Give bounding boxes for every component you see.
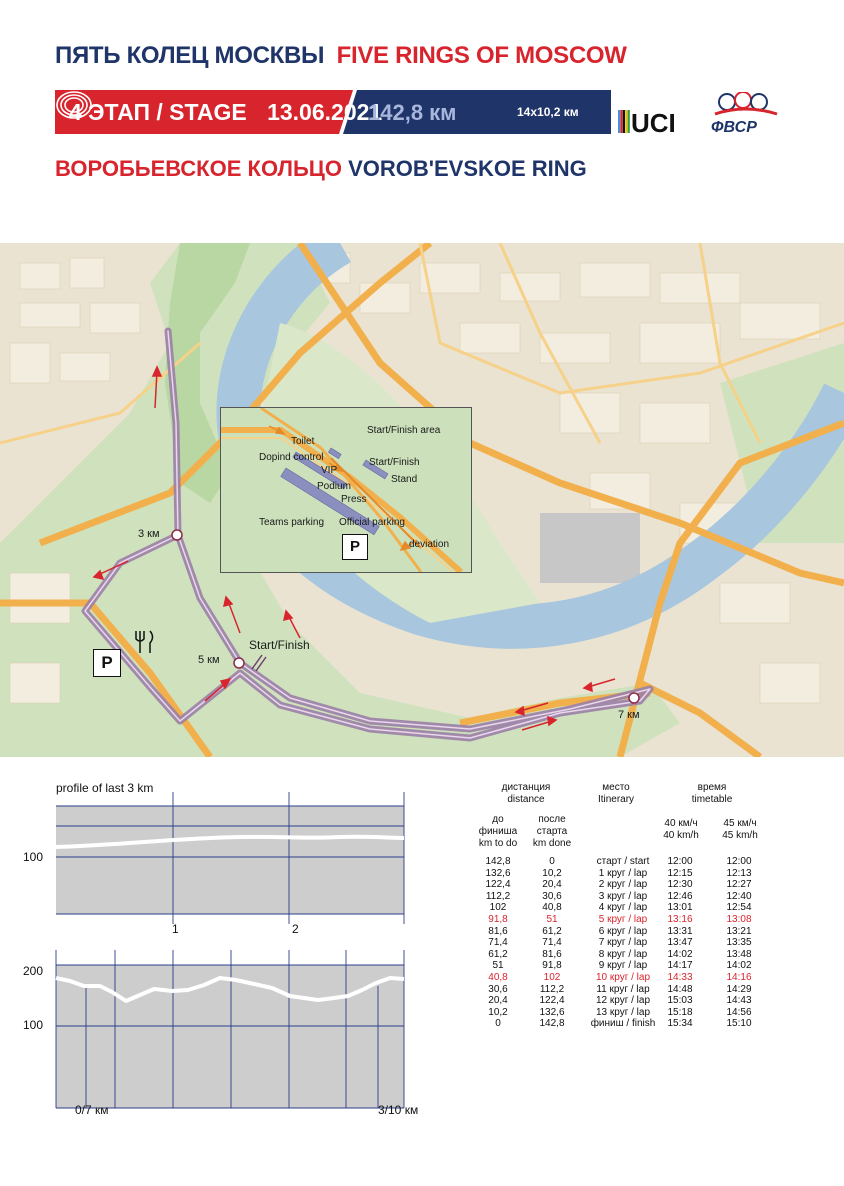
place-cell: 12 круг / lap: [595, 995, 651, 1007]
time-40-cell: 15:34: [667, 1018, 693, 1030]
km-label-3: 3 км: [138, 528, 160, 540]
place-cell: 13 круг / lap: [595, 1006, 651, 1018]
km-done-cell: 0: [549, 856, 555, 867]
start-area-inset: [220, 407, 472, 573]
lap-dimensions: 14x10,2 км: [517, 105, 579, 119]
km-to-do-cell: 132,6: [485, 867, 511, 879]
ring-name-ru: ВОРОБЬЕВСКОЕ КОЛЬЦО: [55, 156, 342, 181]
place-cell: старт / start: [596, 856, 650, 867]
time-40-cell: 15:03: [667, 995, 693, 1007]
place-cell: 9 круг / lap: [598, 960, 648, 972]
stage-number: 4 ЭТАП / STAGE: [69, 99, 247, 125]
time-45-cell: 12:54: [726, 902, 752, 914]
top-x-tick-1: 1: [172, 922, 179, 936]
time-45-cell: 13:48: [726, 948, 752, 960]
top-x-tick-2: 2: [292, 922, 299, 936]
km-to-do-cell: 20,4: [488, 995, 508, 1007]
time-40-cell: 14:33: [667, 972, 693, 983]
uci-logo-graphic: [618, 108, 690, 136]
km-done-cell: 122,4: [539, 995, 565, 1007]
time-45-cell: 12:00: [726, 856, 752, 867]
inset-label-press: Press: [341, 494, 367, 505]
timetable-row: [478, 879, 778, 890]
time-40-cell: 12:00: [667, 856, 693, 867]
time-40-cell: 12:30: [667, 879, 693, 891]
km-done-cell: 91,8: [542, 960, 562, 972]
inset-label-start-finish: Start/Finish: [369, 457, 420, 468]
time-45-cell: 13:35: [726, 937, 752, 949]
km-to-do-cell: 91,8: [488, 914, 508, 925]
timetable-row: [478, 972, 778, 983]
page-title: [55, 42, 627, 70]
timetable-row: [478, 868, 778, 879]
ring-name: [55, 156, 587, 182]
fvsr-text: ФВСР: [711, 119, 757, 136]
km-to-do-cell: 81,6: [488, 925, 508, 937]
km-done-cell: 10,2: [542, 867, 562, 879]
time-45-cell: 15:10: [726, 1018, 752, 1030]
time-40-cell: 13:01: [667, 902, 693, 914]
bottom-y-label-100: 100: [23, 1018, 44, 1032]
km-to-do-cell: 71,4: [488, 937, 508, 949]
inset-label-start-finish-area: Start/Finish area: [367, 425, 441, 436]
inset-parking-sign: P: [342, 534, 368, 560]
bottom-y-label-200: 200: [23, 964, 44, 978]
km-to-do-cell: 112,2: [485, 890, 511, 902]
top-y-label: 100: [23, 850, 44, 864]
km-done-cell: 102: [543, 972, 561, 983]
time-45-cell: 14:56: [726, 1006, 752, 1018]
time-45-cell: 14:43: [726, 995, 752, 1007]
inset-label-podium: Podium: [317, 481, 351, 492]
header-distance: дистанция distance: [501, 782, 551, 805]
km-label-7: 7 км: [618, 709, 640, 721]
inset-label-toilet: Toilet: [291, 436, 315, 447]
place-cell: 4 круг / lap: [598, 902, 648, 914]
place-cell: 2 круг / lap: [598, 879, 648, 891]
time-40-cell: 15:18: [667, 1006, 693, 1018]
km-done-cell: 132,6: [539, 1006, 565, 1018]
inset-label-doping: Dopind control: [259, 452, 324, 463]
uci-text: UCI: [631, 108, 676, 136]
time-40-cell: 13:16: [667, 914, 693, 925]
fvsr-logo: [705, 92, 785, 143]
place-cell: 7 круг / lap: [598, 937, 648, 949]
time-45-cell: 14:16: [726, 972, 752, 983]
timetable-row: [478, 856, 778, 867]
time-45-cell: 13:08: [726, 914, 752, 925]
header-time: время timetable: [691, 782, 733, 805]
km-done-cell: 20,4: [542, 879, 562, 891]
km-marker-5: [234, 658, 244, 668]
profile-charts: [0, 790, 460, 1140]
inset-label-stand: Stand: [391, 474, 418, 485]
ring-name-en: VOROB'EVSKOE RING: [348, 156, 587, 181]
place-cell: 3 круг / lap: [598, 890, 648, 902]
timetable-row: [478, 914, 778, 925]
place-cell: 1 круг / lap: [598, 867, 648, 879]
km-marker-7: [629, 693, 639, 703]
km-to-do-cell: 102: [489, 902, 507, 914]
time-45-cell: 12:13: [726, 867, 752, 879]
timetable-row: [478, 902, 778, 913]
uci-logo: [618, 108, 690, 141]
stage-date: 13.06.2021: [267, 99, 383, 125]
stage-distance: 142,8 км: [368, 100, 457, 125]
timetable-row: [478, 937, 778, 948]
timetable-row: [478, 1007, 778, 1018]
km-label-5: 5 км: [198, 654, 220, 666]
km-to-do-cell: 61,2: [488, 948, 508, 960]
inset-label-teams-parking: Teams parking: [259, 517, 325, 528]
km-done-cell: 51: [546, 914, 558, 925]
title-ru: ПЯТЬ КОЛЕЦ МОСКВЫ: [55, 42, 325, 69]
km-done-cell: 40,8: [542, 902, 562, 914]
time-40-cell: 12:15: [667, 867, 693, 879]
km-done-cell: 61,2: [542, 925, 562, 937]
km-to-do-cell: 142,8: [485, 856, 511, 867]
header-speed-40: 40 км/ч 40 km/h: [663, 818, 699, 841]
start-finish-label: Start/Finish: [249, 638, 310, 652]
time-45-cell: 13:21: [726, 925, 752, 937]
km-done-cell: 30,6: [542, 890, 562, 902]
time-40-cell: 13:47: [667, 937, 693, 949]
profile-title: profile of last 3 km: [56, 781, 154, 795]
km-done-cell: 112,2: [539, 983, 565, 995]
time-45-cell: 14:29: [726, 983, 752, 995]
km-done-cell: 81,6: [542, 948, 562, 960]
timetable-row: [478, 949, 778, 960]
km-done-cell: 71,4: [542, 937, 562, 949]
route-map: [0, 243, 844, 757]
title-en: FIVE RINGS OF MOSCOW: [336, 42, 627, 69]
time-40-cell: 14:48: [667, 983, 693, 995]
time-45-cell: 12:27: [726, 879, 752, 891]
bottom-x-label-end: 3/10 км: [378, 1103, 419, 1117]
place-cell: финиш / finish: [590, 1018, 656, 1030]
header-km-to-do: до финиша km to do: [478, 814, 518, 849]
time-40-cell: 13:31: [667, 925, 693, 937]
place-cell: 11 круг / lap: [596, 983, 650, 995]
place-cell: 10 круг / lap: [595, 972, 651, 983]
bottom-x-label-start: 0/7 км: [75, 1103, 109, 1117]
km-marker-3: [172, 530, 182, 540]
km-to-do-cell: 30,6: [488, 983, 508, 995]
place-cell: 5 круг / lap: [598, 914, 648, 925]
time-40-cell: 12:46: [667, 890, 693, 902]
km-to-do-cell: 0: [495, 1018, 501, 1030]
header-place: место Itinerary: [597, 782, 635, 805]
place-cell: 8 круг / lap: [598, 948, 648, 960]
inset-label-official-parking: Official parking: [339, 517, 405, 528]
time-40-cell: 14:17: [667, 960, 693, 972]
place-cell: 6 круг / lap: [598, 925, 648, 937]
km-to-do-cell: 40,8: [488, 972, 508, 983]
stage-bar: [55, 90, 611, 134]
time-45-cell: 14:02: [726, 960, 752, 972]
inset-label-vip: VIP: [321, 465, 338, 476]
timetable-row: [478, 926, 778, 937]
parking-sign: P: [93, 649, 121, 677]
inset-label-deviation: deviation: [409, 539, 450, 550]
km-to-do-cell: 10,2: [488, 1006, 508, 1018]
km-done-cell: 142,8: [539, 1018, 565, 1030]
km-to-do-cell: 51: [492, 960, 504, 972]
timetable-row: [478, 891, 778, 902]
timetable-row: [478, 1018, 778, 1029]
rings-icon: [55, 90, 93, 120]
timetable-row: [478, 960, 778, 971]
timetable-row: [478, 984, 778, 995]
timetable-row: [478, 995, 778, 1006]
header-speed-45: 45 км/ч 45 km/h: [722, 818, 758, 841]
header-km-done: после старта km done: [532, 814, 572, 849]
time-40-cell: 14:02: [667, 948, 693, 960]
time-45-cell: 12:40: [726, 890, 752, 902]
km-to-do-cell: 122,4: [485, 879, 511, 891]
fvsr-logo-graphic: [705, 92, 785, 138]
stage-label: [69, 99, 382, 126]
